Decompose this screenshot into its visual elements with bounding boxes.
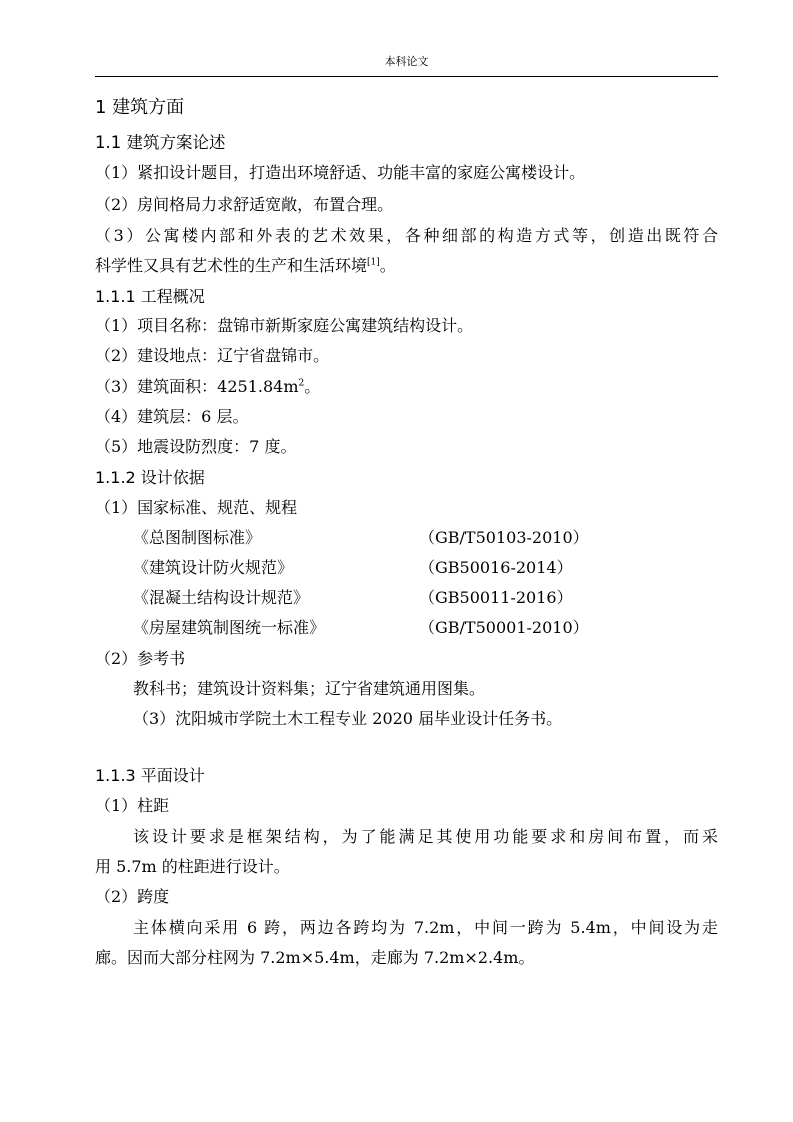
standard-name: 《混凝土结构设计规范》 [133,588,310,607]
section-heading-1-1: 1.1 建筑方案论述 [95,133,226,152]
page-header: 本科论文 [384,55,429,68]
area-item [95,376,718,398]
standard-code: （GB/T50001-2010） [419,618,589,637]
location-item: （2）建设地点：辽宁省盘锦市。 [95,346,330,365]
paragraph-1-1-item-3: （3）公寓楼内部和外表的艺术效果，各种细部的构造方式等，创造出既符合 [95,226,718,245]
reference-books-text: 教科书；建筑设计资料集；辽宁省建筑通用图集。 [133,679,486,698]
reference-books-heading: （2）参考书 [95,649,186,668]
section-heading-1-1-3: 1.1.3 平面设计 [95,766,205,785]
project-name-item: （1）项目名称：盘锦市新斯家庭公寓建筑结构设计。 [95,316,474,335]
column-spacing-text-1: 该设计要求是框架结构，为了能满足其使用功能要求和房间布置，而采 [133,827,718,846]
chapter-heading: 1 建筑方面 [95,97,185,118]
section-heading-1-1-2: 1.1.2 设计依据 [95,468,205,487]
span-text-1: 主体横向采用 6 跨，两边各跨均为 7.2m，中间一跨为 5.4m，中间设为走 [133,918,718,937]
paragraph-end: 。 [379,256,396,275]
citation-ref: [1] [367,257,380,268]
standard-name: 《建筑设计防火规范》 [133,558,294,577]
section-heading-1-1-1: 1.1.1 工程概况 [95,287,205,306]
paragraph-1-1-item-3-continued [95,255,718,277]
column-spacing-text-2: 用 5.7m 的柱距进行设计。 [95,857,290,876]
span-text-2: 廊。因而大部分柱网为 7.2m×5.4m，走廊为 7.2m×2.4m。 [95,948,535,967]
standard-code: （GB50011-2016） [419,588,573,607]
area-end: 。 [304,377,321,396]
standards-heading: （1）国家标准、规范、规程 [95,498,298,517]
seismic-item: （5）地震设防烈度：7 度。 [95,437,297,456]
standard-name: 《房屋建筑制图统一标准》 [133,618,326,637]
task-book-item: （3）沈阳城市学院土木工程专业 2020 届毕业设计任务书。 [133,709,563,728]
paragraph-1-1-item-1: （1）紧扣设计题目，打造出环境舒适、功能丰富的家庭公寓楼设计。 [95,163,586,182]
standard-name: 《总图制图标准》 [133,528,262,547]
standard-code: （GB/T50103-2010） [419,528,589,547]
paragraph-text: 科学性又具有艺术性的生产和生活环境 [95,256,368,275]
span-heading: （2）跨度 [95,887,170,906]
column-spacing-heading: （1）柱距 [95,796,170,815]
header-divider [95,76,718,77]
standard-code: （GB50016-2014） [419,558,573,577]
floors-item: （4）建筑层：6 层。 [95,407,249,426]
paragraph-1-1-item-2: （2）房间格局力求舒适宽敞，布置合理。 [95,195,394,214]
area-superscript: 2 [298,378,305,389]
area-text: （3）建筑面积：4251.84m [95,377,299,396]
